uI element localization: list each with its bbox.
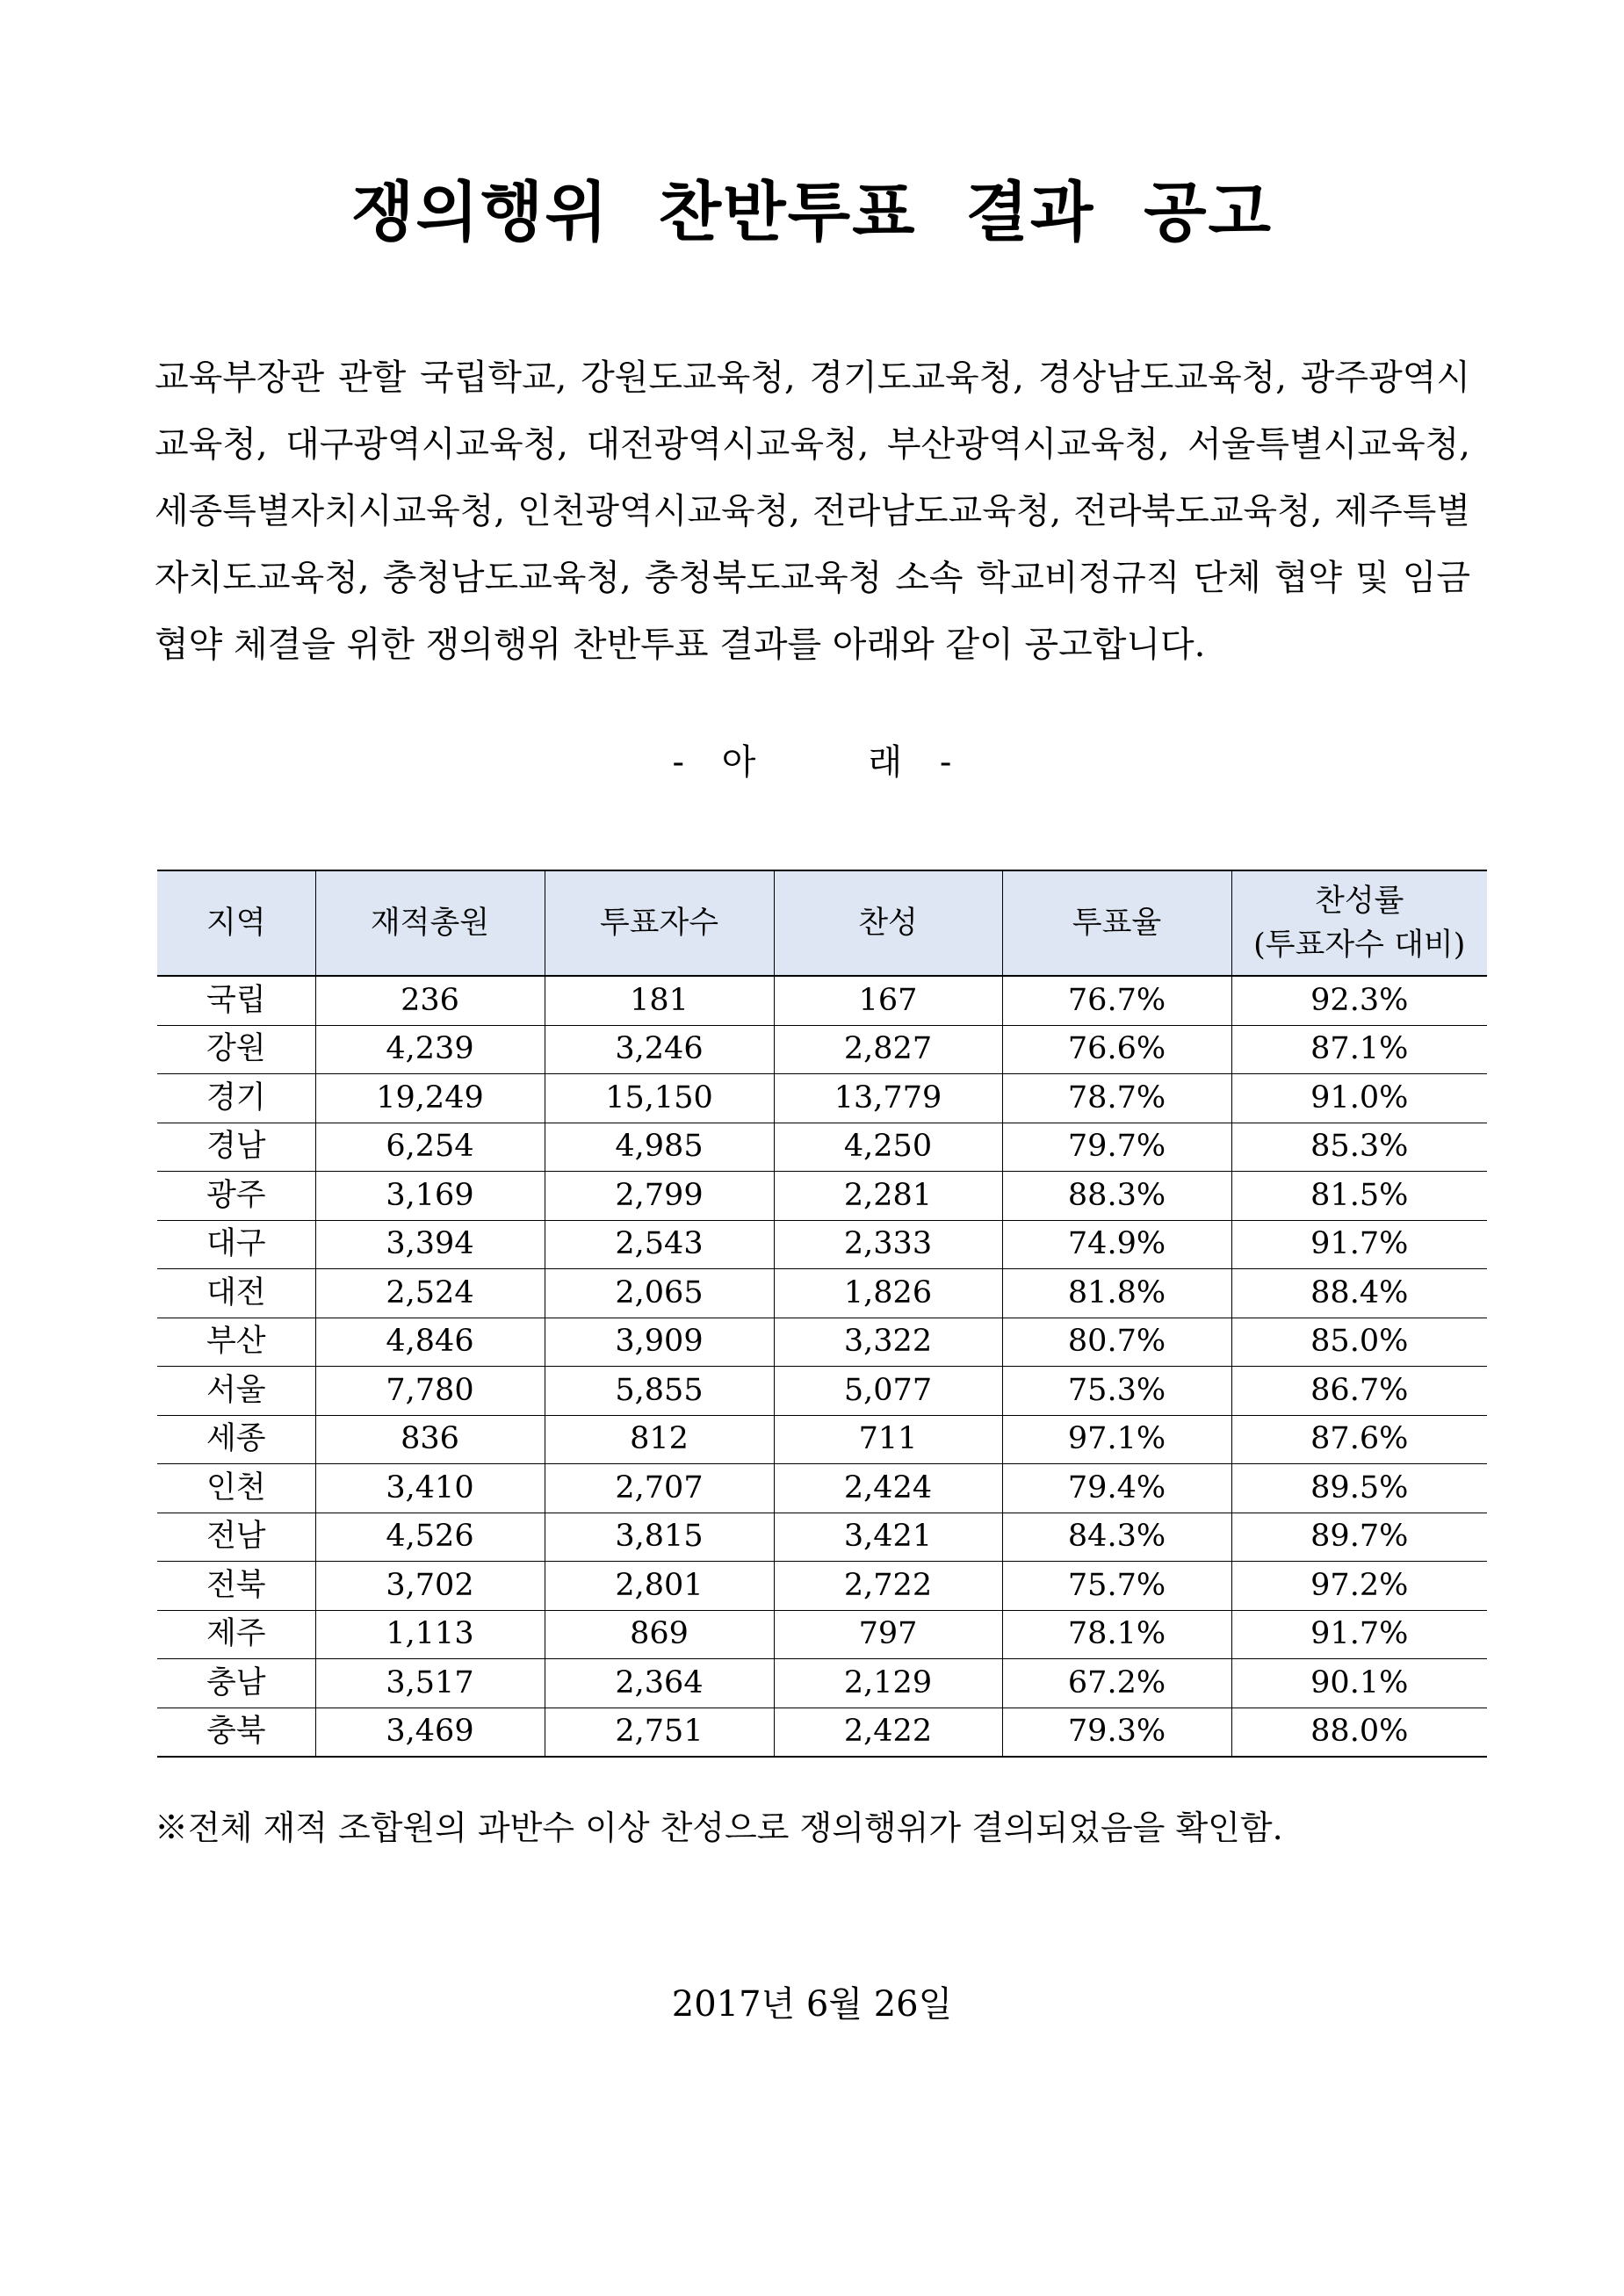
table-row [157,1074,1487,1123]
cell-approve: 5,077 [774,1367,1002,1416]
section-label: - 아 래 - [672,742,952,783]
cell-rate: 91.7% [1231,1610,1487,1659]
cell-approve: 3,322 [774,1318,1002,1367]
cell-voters: 2,364 [545,1659,774,1708]
cell-turnout: 67.2% [1002,1659,1231,1708]
header-approval-rate-line1: 찬성률 [1315,884,1404,919]
table-row [157,1367,1487,1416]
cell-region: 제주 [157,1610,315,1659]
cell-rate: 87.6% [1231,1415,1487,1464]
cell-total: 3,517 [315,1659,545,1708]
cell-approve: 2,129 [774,1659,1002,1708]
cell-turnout: 78.1% [1002,1610,1231,1659]
table-row [157,1415,1487,1464]
cell-region: 광주 [157,1172,315,1221]
cell-total: 3,469 [315,1708,545,1757]
cell-total: 1,113 [315,1610,545,1659]
cell-approve: 2,422 [774,1708,1002,1757]
cell-region: 전북 [157,1562,315,1611]
cell-rate: 88.4% [1231,1269,1487,1318]
table-row [157,1123,1487,1172]
table-row [157,1269,1487,1318]
cell-turnout: 79.4% [1002,1464,1231,1513]
cell-total: 7,780 [315,1367,545,1416]
cell-total: 4,526 [315,1513,545,1562]
cell-turnout: 74.9% [1002,1220,1231,1269]
cell-voters: 812 [545,1415,774,1464]
cell-voters: 2,801 [545,1562,774,1611]
table-row [157,976,1487,1025]
cell-region: 경남 [157,1123,315,1172]
cell-voters: 3,246 [545,1025,774,1074]
cell-rate: 89.7% [1231,1513,1487,1562]
table-row [157,1708,1487,1757]
cell-approve: 2,333 [774,1220,1002,1269]
cell-voters: 2,751 [545,1708,774,1757]
cell-approve: 2,424 [774,1464,1002,1513]
cell-approve: 3,421 [774,1513,1002,1562]
header-voters: 투표자수 [545,870,774,976]
cell-total: 4,239 [315,1025,545,1074]
cell-region: 충남 [157,1659,315,1708]
footnote: ※전체 재적 조합원의 과반수 이상 찬성으로 쟁의행위가 결의되었음을 확인함. [155,1809,1283,1847]
cell-rate: 86.7% [1231,1367,1487,1416]
cell-region: 대구 [157,1220,315,1269]
table-row [157,1025,1487,1074]
table-row [157,1513,1487,1562]
cell-voters: 2,065 [545,1269,774,1318]
announcement-date: 2017년 6월 26일 [671,1984,953,2025]
cell-total: 3,169 [315,1172,545,1221]
cell-region: 경기 [157,1074,315,1123]
cell-region: 인천 [157,1464,315,1513]
announcement-body: 교육부장관 관할 국립학교, 강원도교육청, 경기도교육청, 경상남도교육청, 광주광역시교육청, 대구광역시교육청, 대전광역시교육청, 부산광역시교육청, 서울특별시교육청, 세종특별자치시교육청, 인천광역시교육청, 전라남도교육청, 전라북도교육청, 제주특별자치도교육청, 충청남도교육청, 충청북도교육청 소속 학교비정규직 단체 협약 및 임금 협약 체결을 위한 쟁의행위 찬반투표 결과를 아래와 같이 공고합니다. [155,357,1470,665]
cell-rate: 88.0% [1231,1708,1487,1757]
cell-turnout: 97.1% [1002,1415,1231,1464]
header-approval-rate-line2: (투표자수 대비) [1253,928,1466,963]
cell-approve: 711 [774,1415,1002,1464]
table-row [157,1659,1487,1708]
table-row [157,1318,1487,1367]
cell-turnout: 76.6% [1002,1025,1231,1074]
cell-voters: 5,855 [545,1367,774,1416]
cell-total: 19,249 [315,1074,545,1123]
cell-turnout: 81.8% [1002,1269,1231,1318]
cell-approve: 2,722 [774,1562,1002,1611]
cell-voters: 2,707 [545,1464,774,1513]
cell-region: 세종 [157,1415,315,1464]
cell-turnout: 78.7% [1002,1074,1231,1123]
cell-rate: 85.0% [1231,1318,1487,1367]
cell-region: 부산 [157,1318,315,1367]
cell-total: 3,394 [315,1220,545,1269]
cell-voters: 181 [545,976,774,1025]
cell-approve: 2,827 [774,1025,1002,1074]
cell-total: 836 [315,1415,545,1464]
cell-rate: 81.5% [1231,1172,1487,1221]
cell-region: 대전 [157,1269,315,1318]
cell-approve: 1,826 [774,1269,1002,1318]
cell-voters: 3,815 [545,1513,774,1562]
cell-turnout: 84.3% [1002,1513,1231,1562]
cell-total: 4,846 [315,1318,545,1367]
header-total-enrolled: 재적총원 [315,870,545,976]
cell-rate: 90.1% [1231,1659,1487,1708]
cell-approve: 167 [774,976,1002,1025]
cell-total: 2,524 [315,1269,545,1318]
cell-turnout: 75.3% [1002,1367,1231,1416]
cell-rate: 87.1% [1231,1025,1487,1074]
cell-total: 6,254 [315,1123,545,1172]
cell-region: 서울 [157,1367,315,1416]
header-approval-rate [1231,870,1487,976]
cell-rate: 85.3% [1231,1123,1487,1172]
cell-voters: 869 [545,1610,774,1659]
cell-turnout: 80.7% [1002,1318,1231,1367]
cell-turnout: 79.7% [1002,1123,1231,1172]
cell-voters: 4,985 [545,1123,774,1172]
header-turnout: 투표율 [1002,870,1231,976]
cell-rate: 91.0% [1231,1074,1487,1123]
cell-approve: 13,779 [774,1074,1002,1123]
table-row [157,1610,1487,1659]
cell-total: 3,702 [315,1562,545,1611]
cell-rate: 92.3% [1231,976,1487,1025]
cell-region: 전남 [157,1513,315,1562]
cell-rate: 89.5% [1231,1464,1487,1513]
cell-turnout: 75.7% [1002,1562,1231,1611]
table-row [157,1562,1487,1611]
cell-voters: 15,150 [545,1074,774,1123]
cell-region: 충북 [157,1708,315,1757]
table-row [157,1464,1487,1513]
vote-results-table [157,870,1487,1758]
cell-voters: 2,799 [545,1172,774,1221]
cell-region: 국립 [157,976,315,1025]
header-approve: 찬성 [774,870,1002,976]
cell-turnout: 76.7% [1002,976,1231,1025]
cell-voters: 3,909 [545,1318,774,1367]
cell-total: 236 [315,976,545,1025]
cell-region: 강원 [157,1025,315,1074]
table-row [157,1172,1487,1221]
header-region: 지역 [157,870,315,976]
table-row [157,1220,1487,1269]
cell-voters: 2,543 [545,1220,774,1269]
cell-rate: 91.7% [1231,1220,1487,1269]
cell-approve: 797 [774,1610,1002,1659]
cell-turnout: 88.3% [1002,1172,1231,1221]
cell-total: 3,410 [315,1464,545,1513]
cell-approve: 4,250 [774,1123,1002,1172]
cell-turnout: 79.3% [1002,1708,1231,1757]
cell-approve: 2,281 [774,1172,1002,1221]
table-header-row [157,870,1487,976]
page-title: 쟁의행위 찬반투표 결과 공고 [350,175,1274,250]
cell-rate: 97.2% [1231,1562,1487,1611]
